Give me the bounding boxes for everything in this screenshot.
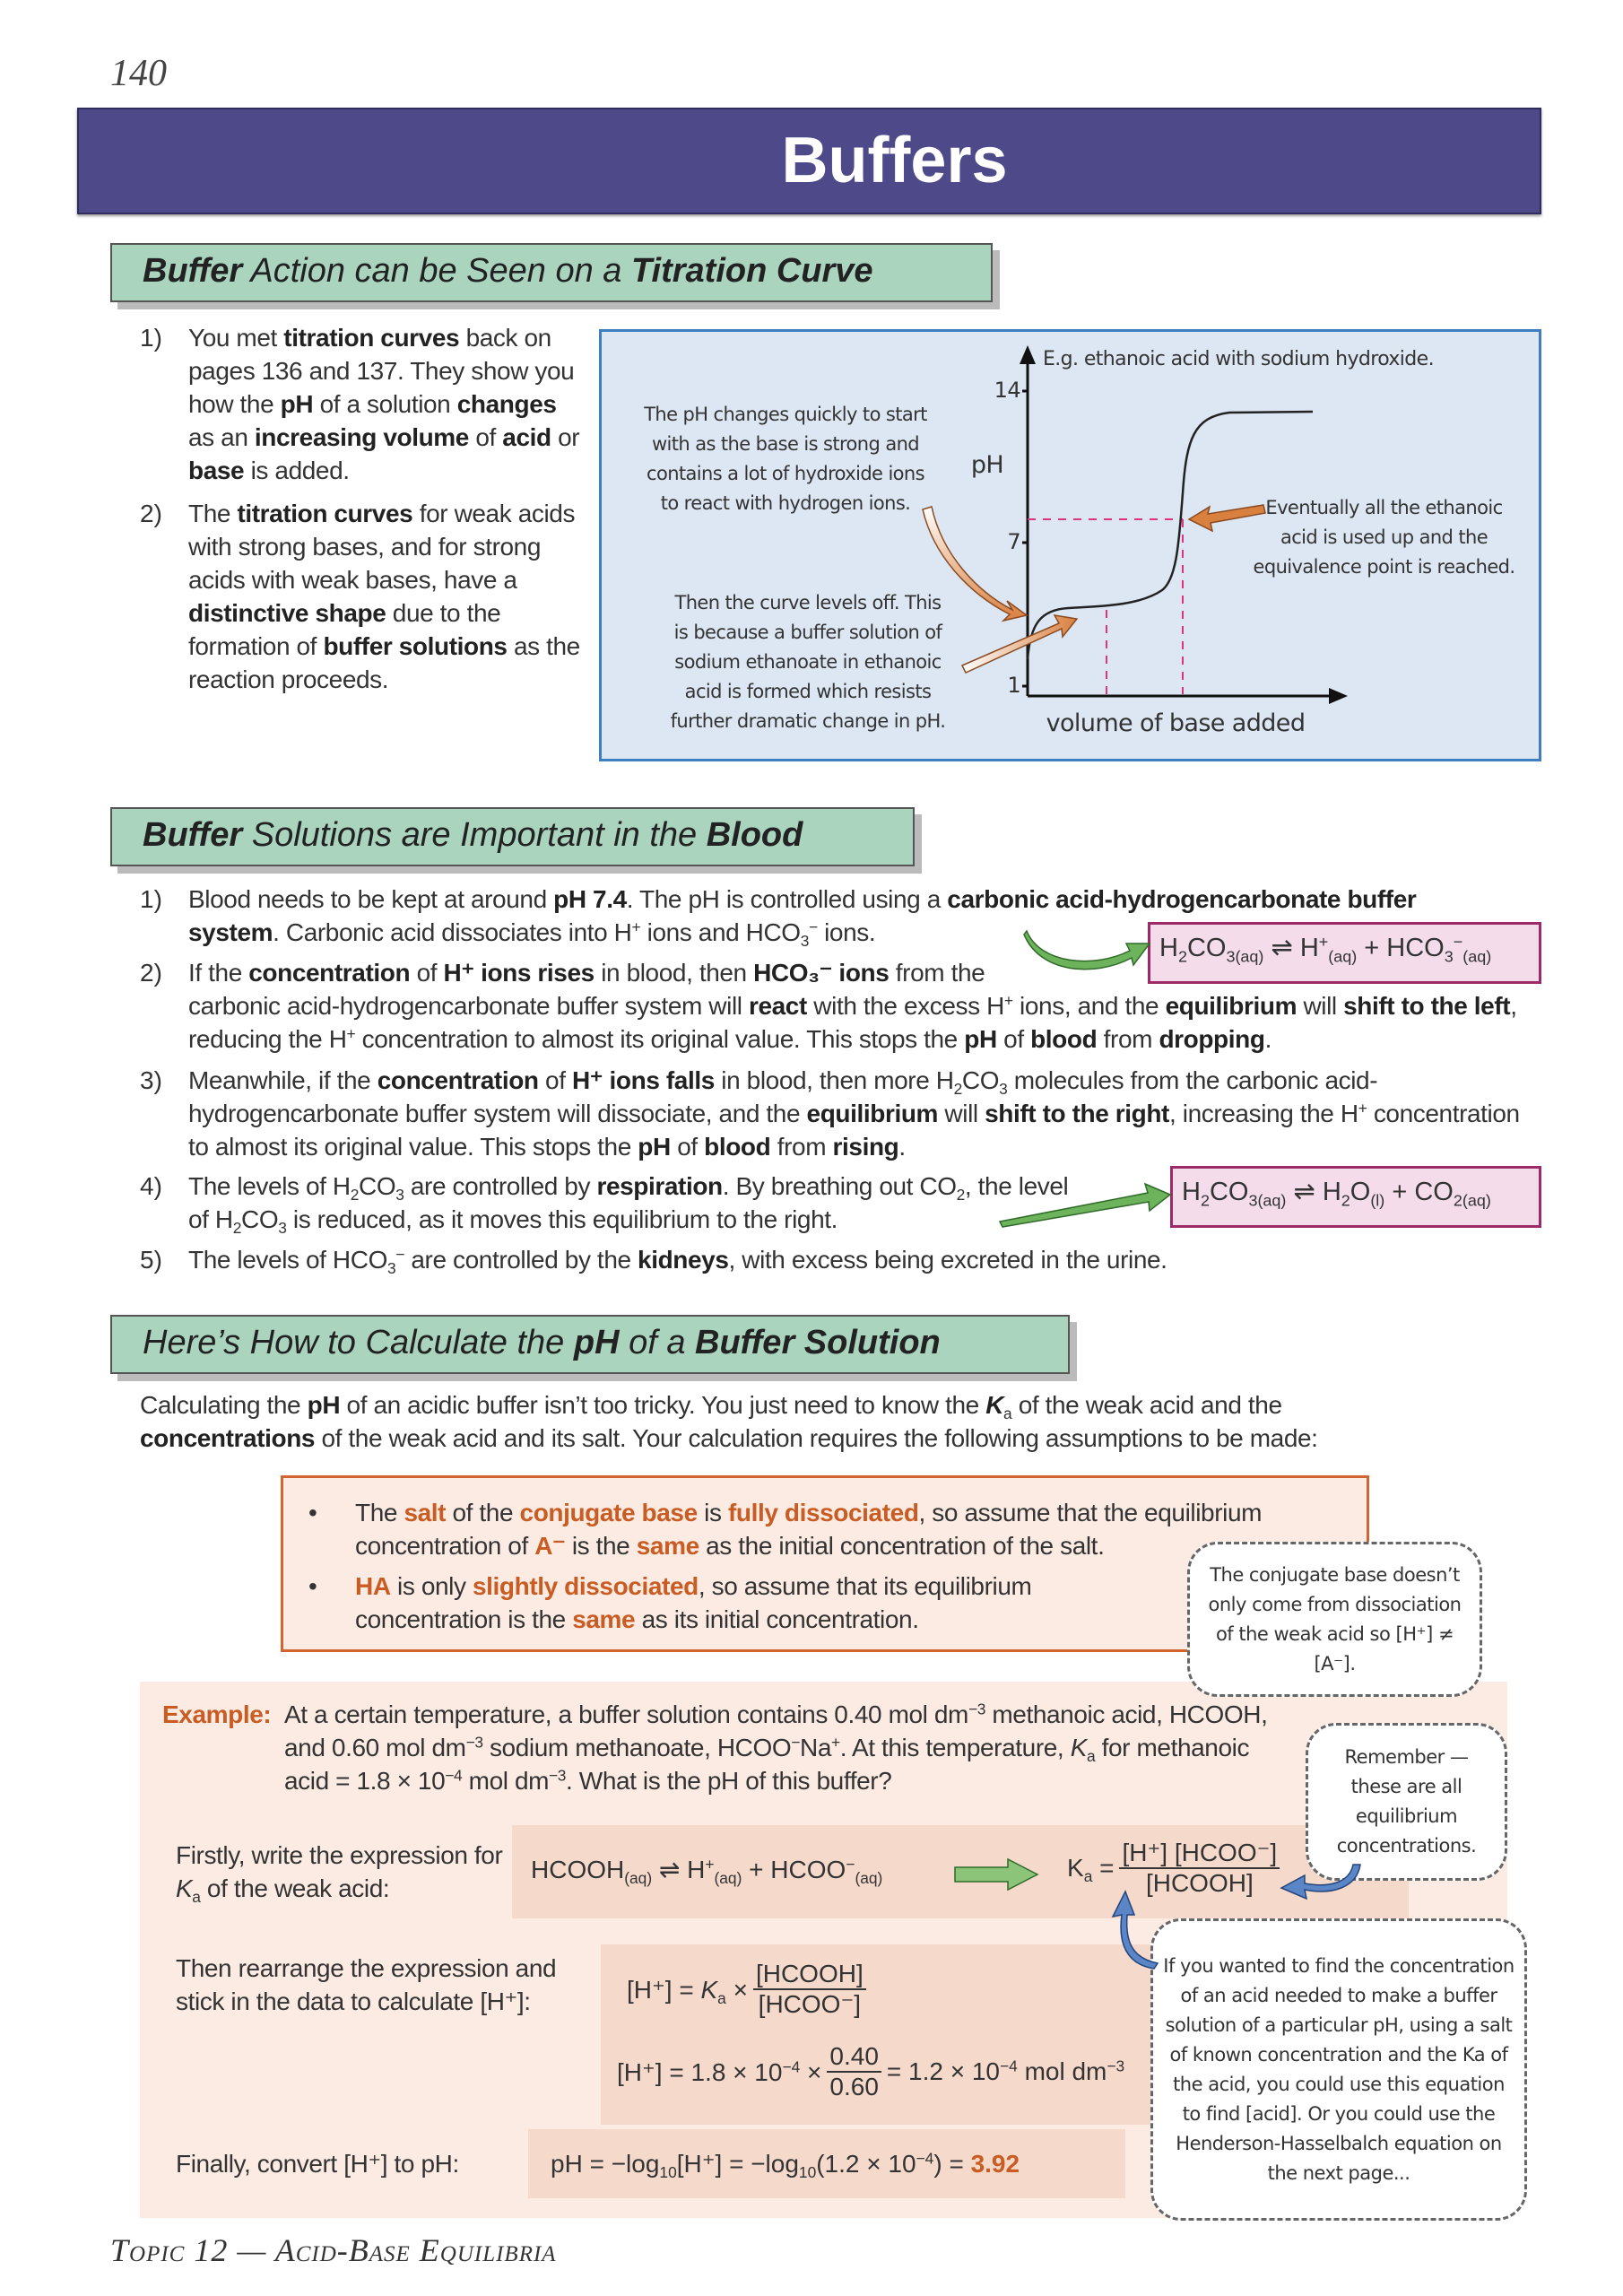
bold-run: buffer solutions [323, 632, 508, 660]
text-run: , increasing the H [1168, 1100, 1358, 1127]
text-run: The levels of HCO [188, 1246, 387, 1274]
bold-run: dropping [1159, 1025, 1265, 1053]
superscript: −4 [445, 1766, 463, 1785]
text-run: CO [1186, 934, 1227, 962]
text-run: × [725, 1975, 748, 2004]
text-run: ⇌ H [1286, 1178, 1341, 1206]
note-line: is because a buffer solution of [673, 622, 942, 643]
text-run: [H⁺] = [627, 1975, 701, 2004]
text-run: for methanoic acid = 1.8 × 10 [284, 1734, 1250, 1795]
text-run: pH = −log [551, 2150, 660, 2178]
bold-run: acid [502, 423, 551, 451]
text-run: = 1.2 × 10 [886, 2057, 1000, 2085]
text-run: CO [359, 1172, 396, 1200]
bold-run: titration curves [237, 500, 413, 527]
text-run: with the excess H [806, 992, 1004, 1020]
bold-run: blood [1030, 1025, 1098, 1053]
rearr-lhs [627, 1975, 748, 2005]
subscript: (aq) [624, 1869, 653, 1888]
text-run: The [188, 500, 238, 527]
rearr-numerator: [HCOOH] [753, 1960, 866, 1990]
superscript: − [395, 1245, 404, 1264]
text-run: [H⁺] = −log [676, 2150, 799, 2178]
ka-numerator: [H⁺] [HCOO⁻] [1119, 1839, 1280, 1869]
text-run: . [1264, 1025, 1271, 1053]
text-run: is reduced, as it moves this equilibrium to the right. [286, 1205, 838, 1233]
final-answer: 3.92 [970, 2150, 1020, 2178]
x-axis-label: volume of base added [1046, 709, 1306, 737]
highlight-run: fully dissociated [727, 1499, 919, 1526]
bold-run: concentrations [140, 1424, 316, 1452]
text-run: At a certain temperature, a buffer solution contains 0.40 mol dm [284, 1700, 968, 1728]
subscript: (aq) [714, 1869, 742, 1888]
example-question [284, 1698, 1298, 1797]
note-line: acid is formed which resists [684, 681, 932, 702]
text-run: Blood needs to be kept at around [188, 885, 554, 913]
list-number: 2) [140, 500, 162, 527]
bold-run: react [748, 992, 807, 1020]
text-run: will [938, 1100, 985, 1127]
text-run: ions, and the [1012, 992, 1166, 1020]
section-header-titration [110, 243, 993, 302]
subscript: 2 [1200, 1191, 1210, 1210]
blue-arrow-icon [1098, 1888, 1179, 1978]
text-run: ) = [933, 2150, 971, 2178]
bold-run: H⁺ ions rises [443, 959, 595, 987]
text-run: ions. [817, 918, 876, 946]
list-item [188, 1064, 1533, 1163]
step2-label: Then rearrange the expression and stick in the data to calculate [H⁺]: [176, 1954, 557, 2015]
text-run: are controlled by [404, 1172, 597, 1200]
calc-fraction [827, 2042, 881, 2101]
subscript: 2 [956, 1186, 965, 1205]
text-run: concentration to almost its original value. This stops the [188, 1100, 1520, 1161]
text-run: Here’s How to Calculate the [143, 1324, 574, 1361]
highlight-run: same [572, 1605, 636, 1633]
text-run: , the level of H [188, 1172, 1069, 1233]
highlight-run: slightly dissociated [472, 1572, 699, 1600]
note-line: The pH changes quickly to start [644, 404, 927, 425]
text-run: or [551, 423, 580, 451]
subscript: 3 [395, 1186, 404, 1205]
note-bubble-remember: Remember — these are all equilibrium concentrations. [1306, 1723, 1507, 1881]
text-run: + HCO [1357, 934, 1445, 962]
superscript: + [705, 1855, 715, 1874]
superscript: −3 [465, 1733, 483, 1752]
note-bubble-henderson: If you wanted to find the concentration of an acid needed to make a buffer solution of a particular pH, using a salt of known concentration and the Ka of the acid, you could use this equation to find [acid]. Or you could use the Henderson-Hasselbalch equation on the next page... [1150, 1918, 1527, 2221]
text-run: in blood, then more H [714, 1066, 954, 1094]
superscript: + [346, 1024, 356, 1043]
note-line: equivalence point is reached. [1253, 556, 1515, 578]
text-run: of [996, 1025, 1031, 1053]
highlight-run: salt [404, 1499, 447, 1526]
text-run: carbonic acid-hydrogencarbonate buffer system will [188, 992, 749, 1020]
bold-run: equilibrium [1165, 992, 1298, 1020]
list-item [188, 1170, 1085, 1236]
text-run: Firstly, write the expression for [176, 1841, 503, 1869]
text-run: ⇌ H [652, 1856, 706, 1883]
text-run: , reducing the H [188, 992, 1517, 1053]
green-arrow-icon [952, 1857, 1042, 1892]
assumption-acid [355, 1570, 1162, 1636]
text-run: of [538, 1066, 572, 1094]
text-run: O [1350, 1178, 1371, 1206]
text-run: concentration to almost its original value. This stops the [355, 1025, 965, 1053]
text-run: is only [390, 1572, 473, 1600]
text-run: of a solution [313, 390, 457, 418]
superscript: −3 [968, 1700, 985, 1718]
text-run: of [468, 423, 503, 451]
superscript: + [631, 918, 641, 936]
text-run: in blood, then [594, 959, 754, 987]
bold-run: K [985, 1391, 1004, 1419]
list-item [188, 321, 587, 487]
text-run: is the [565, 1532, 637, 1560]
text-run: back on pages 136 and 137. They show you how the [188, 324, 575, 418]
list-number: 5) [140, 1246, 162, 1274]
superscript: − [791, 1733, 800, 1752]
text-run: for weak acids with strong bases, and for strong acids with weak bases, have a [188, 500, 576, 594]
tick-label-14: 14 [994, 378, 1020, 403]
bold-run: Blood [706, 816, 803, 854]
text-run: + CO [1384, 1178, 1454, 1206]
highlight-run: A⁻ [534, 1532, 566, 1560]
text-run: + HCOO [742, 1856, 846, 1883]
subscript: 3(aq) [1248, 1191, 1287, 1210]
text-run: of the weak acid and its salt. Your calculation requires the following assumptions to be made: [315, 1424, 1318, 1452]
text-run: CO [241, 1205, 279, 1233]
example-label: Example: [162, 1700, 272, 1728]
equation-carbonic-decomposition [1170, 1166, 1541, 1228]
text-run: as the reaction proceeds. [188, 632, 580, 693]
superscript: + [1358, 1099, 1367, 1118]
note-line: further dramatic change in pH. [670, 710, 946, 732]
note-line: contains a lot of hydroxide ions [647, 463, 924, 484]
calc-denominator: 0.60 [829, 2073, 879, 2100]
subscript: (aq) [855, 1869, 883, 1888]
bold-run: concentration [377, 1066, 539, 1094]
text-run: of the weak acid and the [1011, 1391, 1282, 1419]
subscript: 2(aq) [1453, 1191, 1491, 1210]
note-line: acid is used up and the [1280, 526, 1488, 548]
list-number: 4) [140, 1172, 162, 1200]
subscript: 10 [659, 2163, 677, 2182]
text-run: , so assume that its equilibrium concentration is the [355, 1572, 1032, 1633]
text-run: of [410, 959, 444, 987]
page-number: 140 [110, 53, 167, 94]
superscript: −4 [916, 2149, 934, 2168]
list-item [188, 1243, 1515, 1276]
list-number: 1) [140, 324, 162, 352]
subscript: a [1003, 1405, 1012, 1423]
text-run: as its initial concentration. [635, 1605, 919, 1633]
text-run: of [670, 1133, 705, 1161]
list-number: 2) [140, 959, 162, 987]
bold-run: equilibrium [806, 1100, 939, 1127]
text-run: mol dm [1017, 2057, 1107, 2085]
bold-run: HCO₃⁻ ions [753, 959, 890, 987]
bold-run: H⁺ ions falls [571, 1066, 715, 1094]
note-start [611, 400, 960, 518]
subscript: 3 [800, 932, 809, 951]
text-run: . By breathing out CO [722, 1172, 957, 1200]
subscript: 2 [1177, 947, 1187, 966]
bold-run: shift to the left [1343, 992, 1511, 1020]
text-run: The [355, 1499, 404, 1526]
text-run: . What is the pH of this buffer? [566, 1767, 892, 1795]
title-banner [77, 108, 1541, 214]
calc-rhs [887, 2057, 1124, 2086]
x-axis-arrow-icon [1329, 688, 1348, 704]
bold-run: shift to the right [985, 1100, 1169, 1127]
text-run: as the initial concentration of the salt. [699, 1532, 1105, 1560]
text-run: [H⁺] = 1.8 × 10 [617, 2057, 783, 2086]
highlight-run: conjugate base [519, 1499, 698, 1526]
bullet-icon: • [308, 1499, 317, 1526]
rearr-denominator: [HCOO⁻] [758, 1990, 862, 2018]
bold-run: base [188, 457, 245, 484]
italic-run: K [1070, 1734, 1087, 1761]
bold-run: carbonic acid-hydrogencarbonate buffer system [188, 885, 1417, 946]
italic-run: K [176, 1874, 193, 1902]
page-title: Buffers [781, 125, 1008, 196]
text-run: CO [1209, 1178, 1249, 1206]
bold-run: respiration [596, 1172, 723, 1200]
text-run: K [1067, 1854, 1084, 1882]
calc-numerator: 0.40 [827, 2042, 881, 2073]
text-run: Calculating the [140, 1391, 308, 1419]
text-run: are controlled by the [404, 1246, 638, 1274]
text-run: , so assume that the equilibrium concentration of [355, 1499, 1263, 1560]
titration-curve-diagram [599, 329, 1541, 761]
text-run: of an acidic buffer isn’t too tricky. You just need to know the [340, 1391, 986, 1419]
superscript: + [1003, 991, 1013, 1010]
bold-run: Buffer [143, 816, 243, 854]
bold-run: pH [638, 1133, 671, 1161]
text-run: Meanwhile, if the [188, 1066, 378, 1094]
text-run: molecules from the carbonic acid-hydrogencarbonate buffer system will dissociate, and the [188, 1066, 1378, 1127]
text-run: Solutions are Important in the [242, 816, 707, 854]
y-axis-arrow-icon [1020, 345, 1036, 364]
text-run: If the [188, 959, 249, 987]
subscript: 2 [232, 1219, 242, 1238]
text-run: Na [800, 1734, 831, 1761]
list-number: 1) [140, 885, 162, 913]
bold-run: pH [964, 1025, 997, 1053]
subscript: 3 [1444, 947, 1454, 966]
footer-topic: Topic 12 — Acid-Base Equilibria [110, 2232, 557, 2268]
green-arrow-icon [995, 1175, 1175, 1229]
text-run: due to the formation of [188, 599, 501, 660]
diagram-example: E.g. ethanoic acid with sodium hydroxide. [1042, 348, 1434, 370]
text-run: H [1159, 934, 1178, 962]
bullet-icon: • [308, 1572, 317, 1600]
bold-run: pH 7.4 [553, 885, 627, 913]
y-axis-label: pH [970, 451, 1004, 479]
ka-lhs [1067, 1854, 1115, 1886]
bold-run: Buffer [143, 252, 243, 290]
text-run: methanoic acid, HCOOH, and 0.60 mol dm [284, 1700, 1268, 1761]
text-run: Action can be Seen on a [242, 252, 631, 290]
subscript: a [1086, 1747, 1096, 1766]
bold-run: Titration Curve [631, 252, 873, 290]
green-arrow-icon [1022, 924, 1157, 978]
bold-run: titration curves [283, 324, 460, 352]
note-line: Eventually all the ethanoic [1265, 497, 1503, 518]
bold-run: increasing volume [254, 423, 469, 451]
subscript: a [1083, 1867, 1093, 1886]
subscript: 2 [350, 1186, 360, 1205]
subscript: 3 [386, 1259, 396, 1278]
text-run: . [898, 1133, 906, 1161]
bold-run: pH [573, 1324, 620, 1361]
subscript: 2 [1341, 1191, 1350, 1210]
text-run: H [1182, 1178, 1201, 1206]
bold-run: Buffer Solution [695, 1324, 941, 1361]
list-item [188, 497, 587, 696]
final-equation [551, 2149, 1020, 2182]
note-bubble-conjugate: The conjugate base doesn’t only come from dissociation of the weak acid so [H⁺] ≠ [A⁻]. [1187, 1542, 1482, 1697]
highlight-run: same [636, 1532, 699, 1560]
superscript: − [846, 1855, 855, 1874]
subscript: 3(aq) [1226, 947, 1264, 966]
text-run: = [1092, 1854, 1115, 1882]
text-run: (1.2 × 10 [816, 2150, 916, 2178]
subscript: 2 [953, 1080, 962, 1099]
text-run: is added. [244, 457, 350, 484]
calc-lhs [617, 2057, 821, 2087]
bold-run: distinctive shape [188, 599, 386, 627]
highlight-run: HA [355, 1572, 391, 1600]
text-run: as an [188, 423, 255, 451]
rearranged-expression [627, 1960, 866, 2019]
superscript: −4 [782, 2057, 801, 2075]
subscript: 3 [999, 1080, 1008, 1099]
superscript: −3 [1107, 2057, 1125, 2075]
text-run: You met [188, 324, 284, 352]
note-line: Then the curve levels off. This [674, 592, 942, 613]
ka-denominator: [HCOOH] [1145, 1869, 1254, 1897]
list-number: 3) [140, 1066, 162, 1094]
text-run: , with excess being excreted in the urine. [728, 1246, 1167, 1274]
text-run: . The pH is controlled using a [626, 885, 948, 913]
bold-run: rising [832, 1133, 899, 1161]
italic-run: K [700, 1975, 718, 2004]
superscript: + [831, 1733, 840, 1752]
note-line: to react with hydrogen ions. [660, 492, 911, 514]
bold-run: pH [307, 1391, 341, 1419]
subscript: 10 [798, 2163, 817, 2182]
bold-run: kidneys [638, 1246, 729, 1274]
rearr-fraction [753, 1960, 866, 2019]
bold-run: pH [280, 390, 314, 418]
final-eq-text [551, 2149, 971, 2182]
superscript: −4 [1000, 2057, 1018, 2075]
text-run: HCOOH [531, 1856, 625, 1883]
subscript: (l) [1370, 1191, 1385, 1210]
superscript: + [1318, 933, 1329, 952]
note-equivalence [1229, 493, 1539, 582]
intro-paragraph [140, 1388, 1449, 1455]
text-run: CO [961, 1066, 1000, 1094]
bold-run: concentration [248, 959, 411, 987]
text-run: ⇌ H [1263, 934, 1319, 962]
tick-label-7: 7 [1007, 529, 1020, 554]
subscript: (aq) [1462, 947, 1492, 966]
text-run: of a [619, 1324, 696, 1361]
text-run: The levels of H [188, 1172, 351, 1200]
superscript: − [808, 918, 818, 936]
calculation [617, 2042, 1124, 2101]
equation-carbonic-dissociation [1148, 922, 1541, 984]
text-run: of the [446, 1499, 520, 1526]
text-run: . At this temperature, [839, 1734, 1071, 1761]
text-run: from the [889, 959, 985, 987]
note-line: sodium ethanoate in ethanoic [674, 651, 942, 673]
note-line: with as the base is strong and [651, 433, 920, 455]
bold-run: changes [456, 390, 557, 418]
superscript: −3 [549, 1766, 567, 1785]
step1-equation [531, 1855, 883, 1888]
text-run: mol dm [462, 1767, 550, 1795]
text-run: will [1297, 992, 1344, 1020]
step1-label [176, 1839, 508, 1905]
subscript: a [192, 1888, 201, 1907]
note-buffer [629, 588, 987, 736]
text-run: ions and HCO [640, 918, 801, 946]
text-run: of the weak acid: [200, 1874, 390, 1902]
text-run: × [800, 2057, 822, 2086]
text-run: is [697, 1499, 728, 1526]
subscript: (aq) [1328, 947, 1358, 966]
subscript: a [717, 1988, 726, 2007]
step3-label: Finally, convert [H⁺] to pH: [176, 2150, 459, 2178]
section-header-calculate [110, 1315, 1070, 1374]
section-header-blood [110, 807, 915, 866]
tick-label-1: 1 [1007, 673, 1020, 698]
text-run: from [1097, 1025, 1159, 1053]
text-run: . Carbonic acid dissociates into H [273, 918, 632, 946]
text-run: sodium methanoate, HCOO [482, 1734, 792, 1761]
subscript: 3 [278, 1219, 287, 1238]
text-run: from [770, 1133, 833, 1161]
blue-arrow-icon [1278, 1861, 1367, 1906]
superscript: − [1453, 933, 1463, 952]
bold-run: blood [704, 1133, 771, 1161]
